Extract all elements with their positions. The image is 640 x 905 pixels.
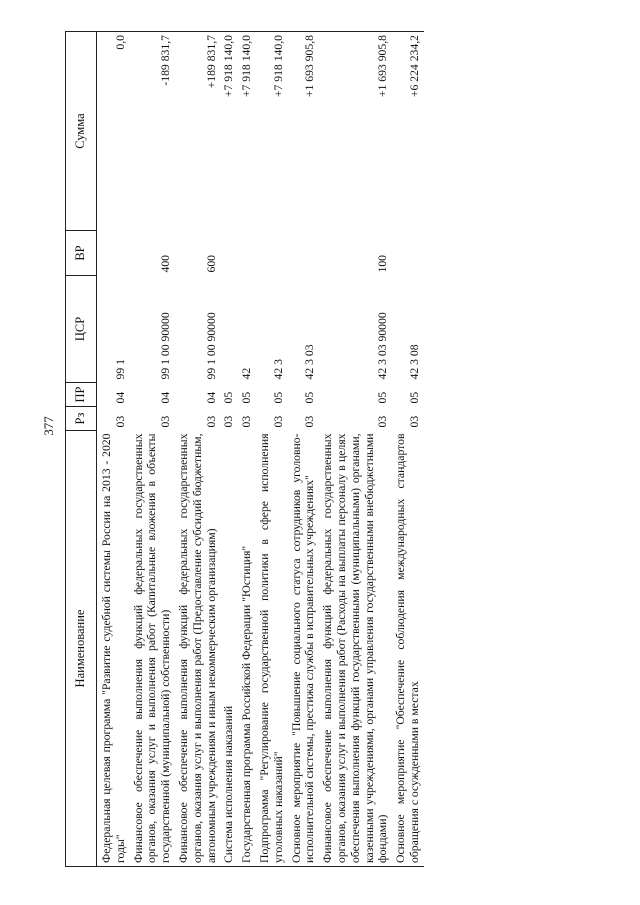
- row-vr: [238, 231, 256, 276]
- row-rz: 03: [303, 415, 317, 428]
- rotated-table-container: [65, 32, 575, 867]
- row-rz: 03: [240, 415, 254, 428]
- page-number: 377: [41, 416, 56, 436]
- row-sum: +7 918 140,0: [220, 32, 238, 231]
- row-pr: 05: [271, 391, 285, 404]
- row-name: Финансовое обеспечение выполнения функций федеральных государственных органов, оказания услуг и выполнения работ (Расходы на выплаты персоналу в целях обеспечения выполнения функций государственными (муниципальными) органами, казенными учреждениями, органами управления государственными внебюджетными фондами): [319, 431, 392, 867]
- table-row: [256, 32, 288, 867]
- row-pr: 04: [113, 391, 127, 404]
- row-pr: 05: [376, 391, 390, 404]
- row-sum: +6 224 234,2: [392, 32, 424, 231]
- row-name: Система исполнения наказаний: [220, 431, 238, 867]
- header-rz: Рз: [66, 407, 97, 431]
- row-sum: +189 831,7: [175, 32, 220, 231]
- budget-sheet: [65, 32, 575, 867]
- row-csr: [220, 276, 238, 383]
- table-row: [319, 32, 392, 867]
- row-rz: 03: [159, 415, 173, 428]
- row-rz: 03: [271, 415, 285, 428]
- header-pr: ПР: [66, 383, 97, 407]
- row-pr: 05: [222, 391, 236, 404]
- row-rz: 03: [113, 415, 127, 428]
- table-row: [238, 32, 256, 867]
- row-csr: 42 3: [271, 359, 285, 380]
- table-row: [392, 32, 424, 867]
- row-sum: +1 693 905,8: [288, 32, 320, 231]
- row-name: Государственная программа Российской Федерации "Юстиция": [238, 431, 256, 867]
- row-pr: 04: [159, 391, 173, 404]
- row-vr: [256, 231, 288, 276]
- row-vr: 100: [376, 254, 390, 273]
- row-name: Подпрограмма "Регулирование государственной политики в сфере исполнения уголовных наказаний": [256, 431, 288, 867]
- row-vr: [392, 231, 424, 276]
- header-sum: Сумма: [66, 32, 97, 231]
- table-row: [220, 32, 238, 867]
- row-name: Финансовое обеспечение выполнения функций федеральных государственных органов, оказания услуг и выполнения работ (Капитальные вложения в объекты государственной (муниципальной) собственности): [130, 431, 175, 867]
- row-vr: [97, 231, 130, 276]
- row-pr: 04: [204, 391, 218, 404]
- row-sum: -189 831,7: [130, 32, 175, 231]
- row-name: Финансовое обеспечение выполнения функций федеральных государственных органов, оказания услуг и выполнения работ (Предоставление субсидий бюджетным, автономным учреждениям и иным некоммерческим организациям): [175, 431, 220, 867]
- row-csr: 99 1: [113, 359, 127, 380]
- row-rz: 03: [376, 415, 390, 428]
- row-sum: +7 918 140,0: [256, 32, 288, 231]
- row-vr: [220, 231, 238, 276]
- row-rz: 03: [407, 415, 421, 428]
- row-sum: +7 918 140,0: [238, 32, 256, 231]
- row-csr: 42 3 03: [303, 344, 317, 380]
- table-row: [97, 32, 130, 867]
- row-rz: 03: [204, 415, 218, 428]
- row-csr: 42 3 08: [407, 344, 421, 380]
- row-sum: 0,0: [97, 32, 130, 231]
- row-csr: 99 1 00 90000: [159, 312, 173, 380]
- row-vr: 400: [159, 254, 173, 273]
- row-pr: 05: [407, 391, 421, 404]
- row-csr: 99 1 00 90000: [204, 312, 218, 380]
- row-pr: 05: [303, 391, 317, 404]
- row-name: Основное мероприятие "Повышение социального статуса сотрудников уголовно-исполнительной системы, престижа службы в исправительных учреждениях": [288, 431, 320, 867]
- table-row: [288, 32, 320, 867]
- row-pr: 05: [240, 391, 254, 404]
- header-name: Наименование: [66, 431, 97, 867]
- table-header-row: [66, 32, 97, 867]
- row-name: Основное мероприятие "Обеспечение соблюдения международных стандартов обращения с осужденными в местах: [392, 431, 424, 867]
- row-name: Федеральная целевая программа "Развитие судебной системы России на 2013 - 2020 годы": [97, 431, 130, 867]
- row-rz: 03: [222, 415, 236, 428]
- header-csr: ЦСР: [66, 276, 97, 383]
- row-csr: 42: [240, 367, 254, 380]
- header-vr: ВР: [66, 231, 97, 276]
- budget-table: [65, 31, 424, 867]
- row-vr: [288, 231, 320, 276]
- table-row: [130, 32, 175, 867]
- row-sum: +1 693 905,8: [319, 32, 392, 231]
- row-csr: 42 3 03 90000: [376, 312, 390, 380]
- row-vr: 600: [204, 254, 218, 273]
- table-row: [175, 32, 220, 867]
